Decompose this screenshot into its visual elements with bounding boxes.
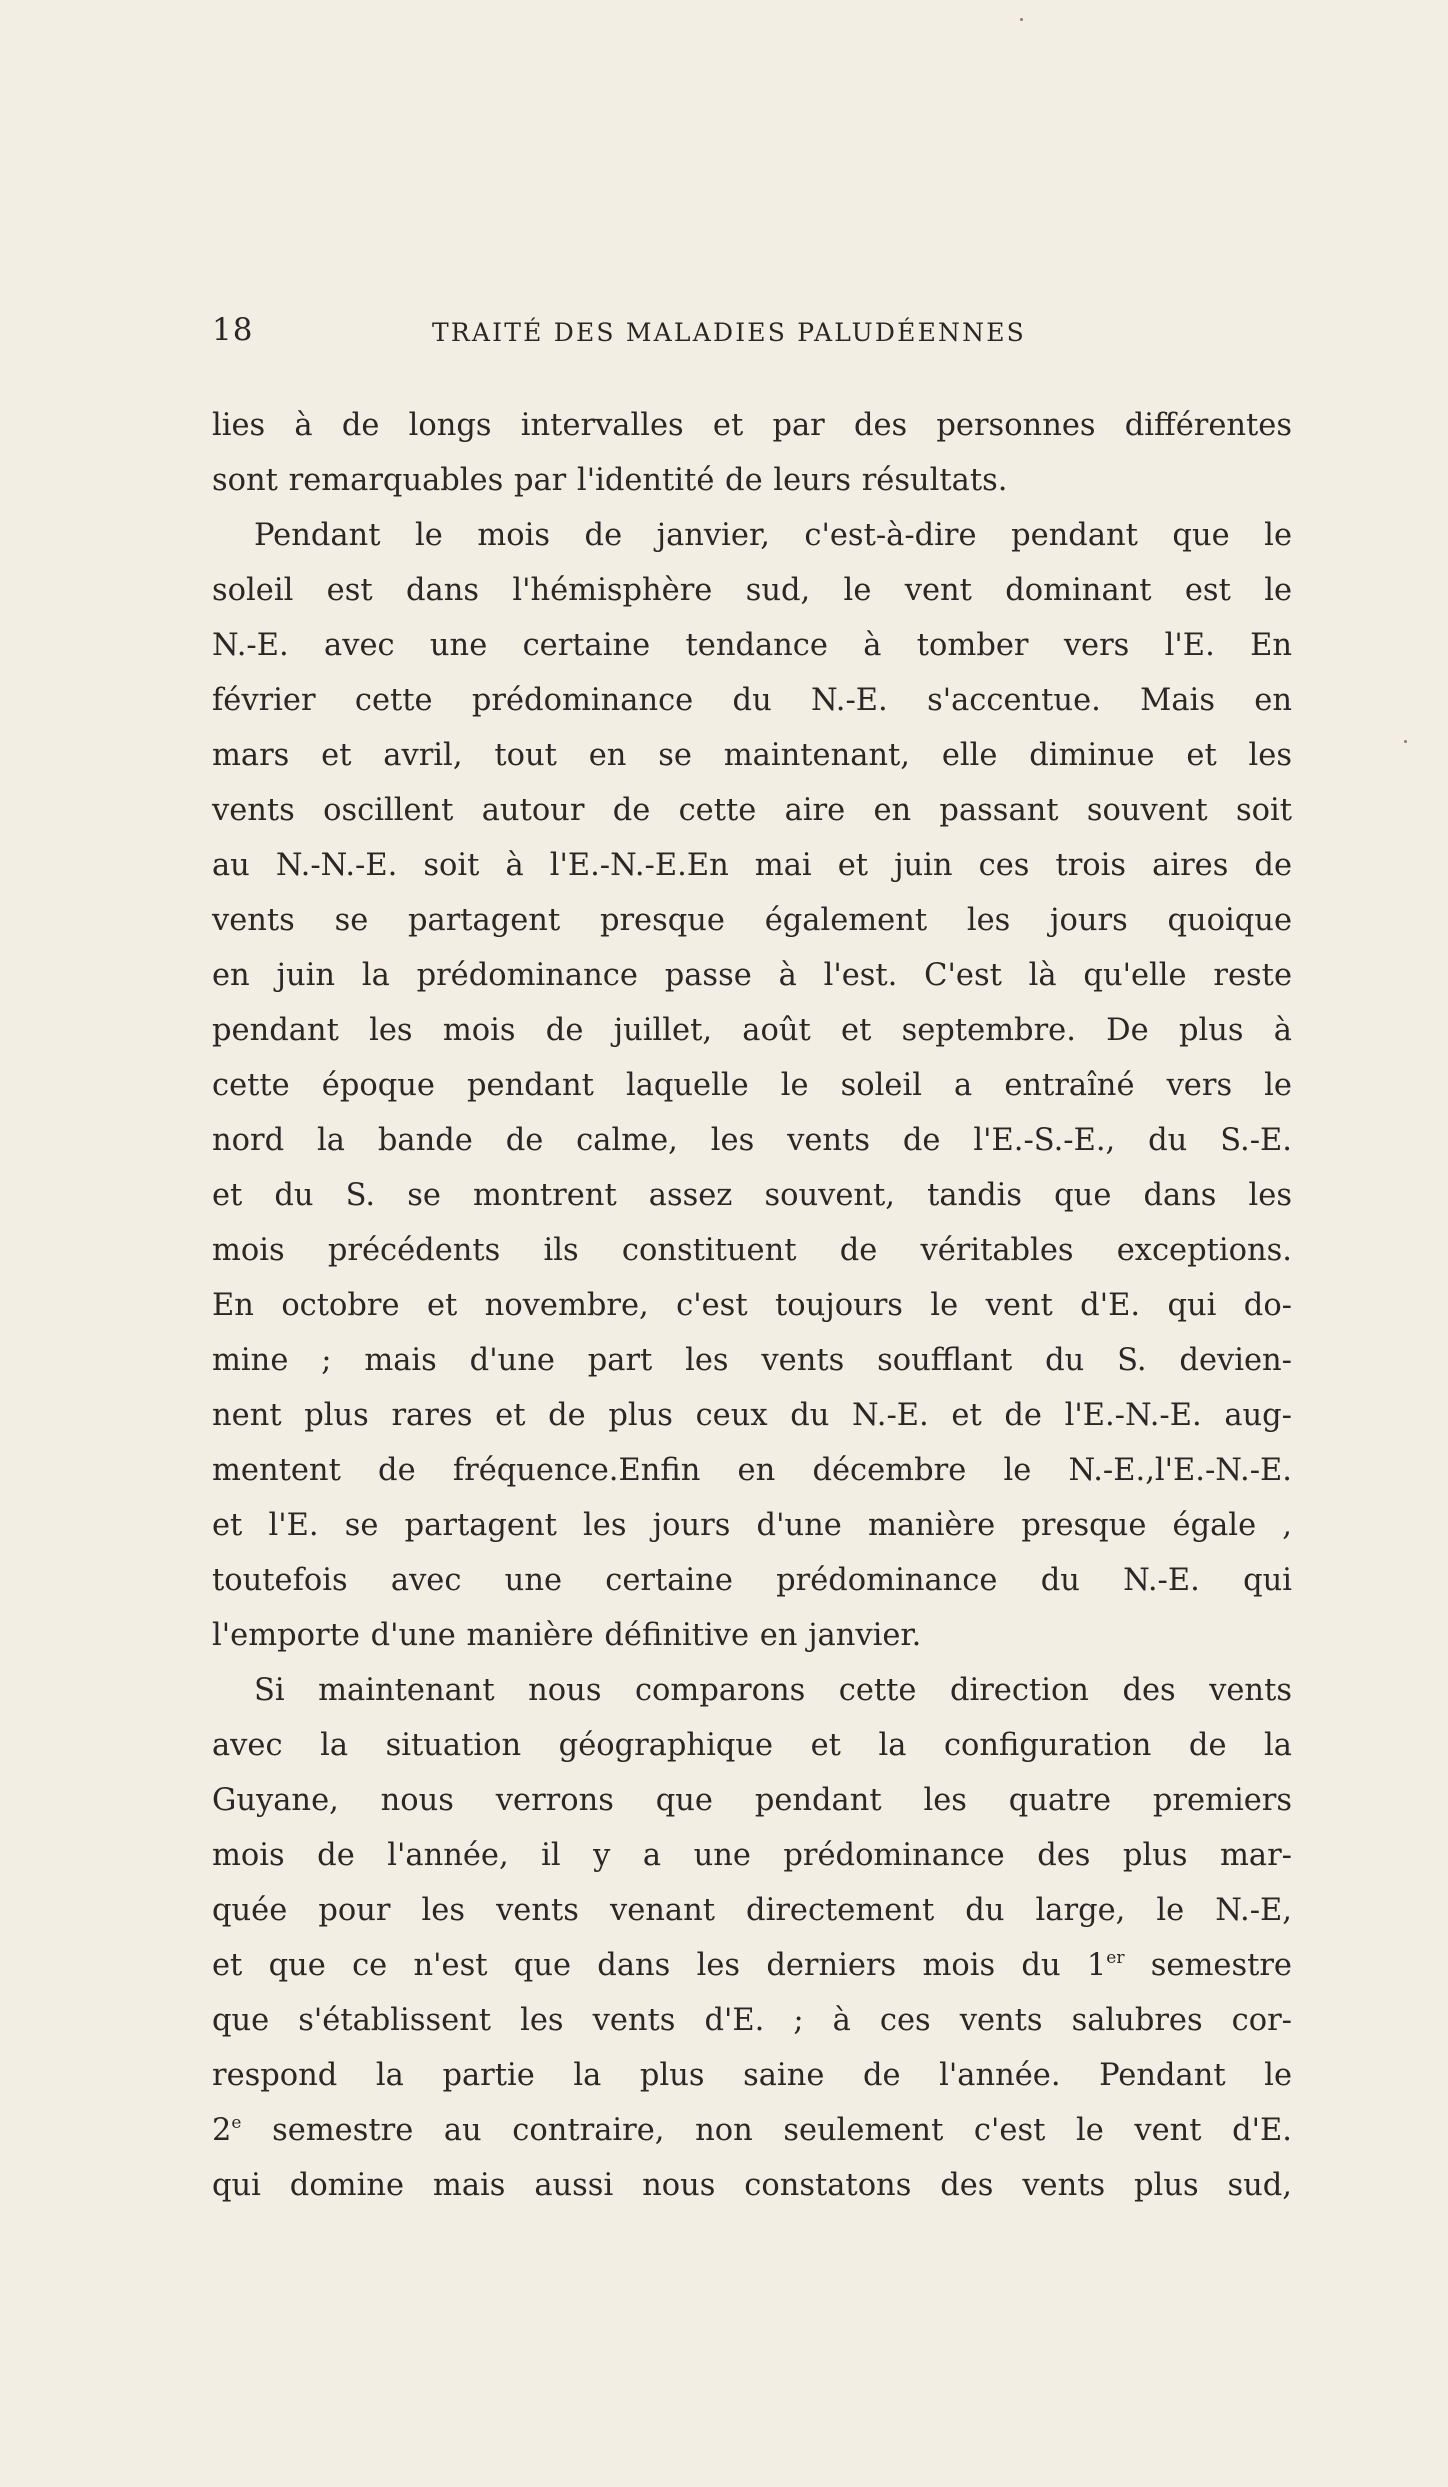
text-line: cette époque pendant laquelle le soleil a entraîné vers le (212, 1068, 1292, 1103)
text-line: vents se partagent presque également les jours quoique (212, 903, 1292, 938)
text-line: mois précédents ils constituent de véritables exceptions. (212, 1233, 1292, 1268)
text-line: toutefois avec une certaine prédominance du N.-E. qui (212, 1563, 1292, 1598)
text-line: février cette prédominance du N.-E. s'accentue. Mais en (212, 683, 1292, 718)
paper-speck (1020, 18, 1023, 21)
text-line: avec la situation géographique et la configuration de la (212, 1728, 1292, 1763)
text-line: qui domine mais aussi nous constatons des vents plus sud, (212, 2168, 1292, 2203)
text-line: respond la partie la plus saine de l'année. Pendant le (212, 2058, 1292, 2093)
running-title: TRAITÉ DES MALADIES PALUDÉENNES (432, 318, 1026, 347)
text-line: N.-E. avec une certaine tendance à tomber vers l'E. En (212, 628, 1292, 663)
text-segment: semestre (1124, 1948, 1292, 1983)
text-line: nent plus rares et de plus ceux du N.-E. et de l'E.-N.-E. aug- (212, 1398, 1292, 1433)
text-line: sont remarquables par l'identité de leurs résultats. (212, 463, 1008, 498)
text-line: vents oscillent autour de cette aire en passant souvent soit (212, 793, 1292, 828)
text-line: Si maintenant nous comparons cette direction des vents (254, 1673, 1292, 1708)
text-line: Guyane, nous verrons que pendant les quatre premiers (212, 1783, 1292, 1818)
text-line: nord la bande de calme, les vents de l'E.-S.-E., du S.-E. (212, 1123, 1292, 1158)
text-line: lies à de longs intervalles et par des personnes différentes (212, 408, 1292, 443)
text-line: mois de l'année, il y a une prédominance des plus mar- (212, 1838, 1292, 1873)
page-number: 18 (212, 312, 254, 348)
text-line (212, 2103, 1292, 2158)
ordinal-superscript: er (1106, 1948, 1125, 1968)
text-line: pendant les mois de juillet, août et septembre. De plus à (212, 1013, 1292, 1048)
text-line: mine ; mais d'une part les vents soufflant du S. devien- (212, 1343, 1292, 1378)
text-segment: semestre au contraire, non seulement c'est le vent d'E. (241, 2113, 1292, 2148)
text-line: au N.-N.-E. soit à l'E.-N.-E.En mai et juin ces trois aires de (212, 848, 1292, 883)
text-line: et du S. se montrent assez souvent, tandis que dans les (212, 1178, 1292, 1213)
text-segment: 2 (212, 2113, 232, 2148)
text-line: quée pour les vents venant directement du large, le N.-E, (212, 1893, 1292, 1928)
text-line: En octobre et novembre, c'est toujours le vent d'E. qui do- (212, 1288, 1292, 1323)
text-line: que s'établissent les vents d'E. ; à ces vents salubres cor- (212, 2003, 1292, 2038)
text-line: soleil est dans l'hémisphère sud, le vent dominant est le (212, 573, 1292, 608)
text-line: mentent de fréquence.Enfin en décembre le N.-E.,l'E.-N.-E. (212, 1453, 1292, 1488)
text-line (212, 1938, 1292, 1993)
text-line: mars et avril, tout en se maintenant, elle diminue et les (212, 738, 1292, 773)
text-segment: et que ce n'est que dans les derniers mois du 1 (212, 1948, 1107, 1983)
text-line: en juin la prédominance passe à l'est. C'est là qu'elle reste (212, 958, 1292, 993)
text-line: Pendant le mois de janvier, c'est-à-dire pendant que le (254, 518, 1292, 553)
page-header (212, 312, 1292, 362)
text-line: l'emporte d'une manière définitive en janvier. (212, 1618, 922, 1653)
text-line: et l'E. se partagent les jours d'une manière presque égale , (212, 1508, 1292, 1543)
body-text (212, 398, 1292, 2213)
ordinal-superscript: e (231, 2113, 242, 2133)
paper-speck (1404, 740, 1407, 743)
